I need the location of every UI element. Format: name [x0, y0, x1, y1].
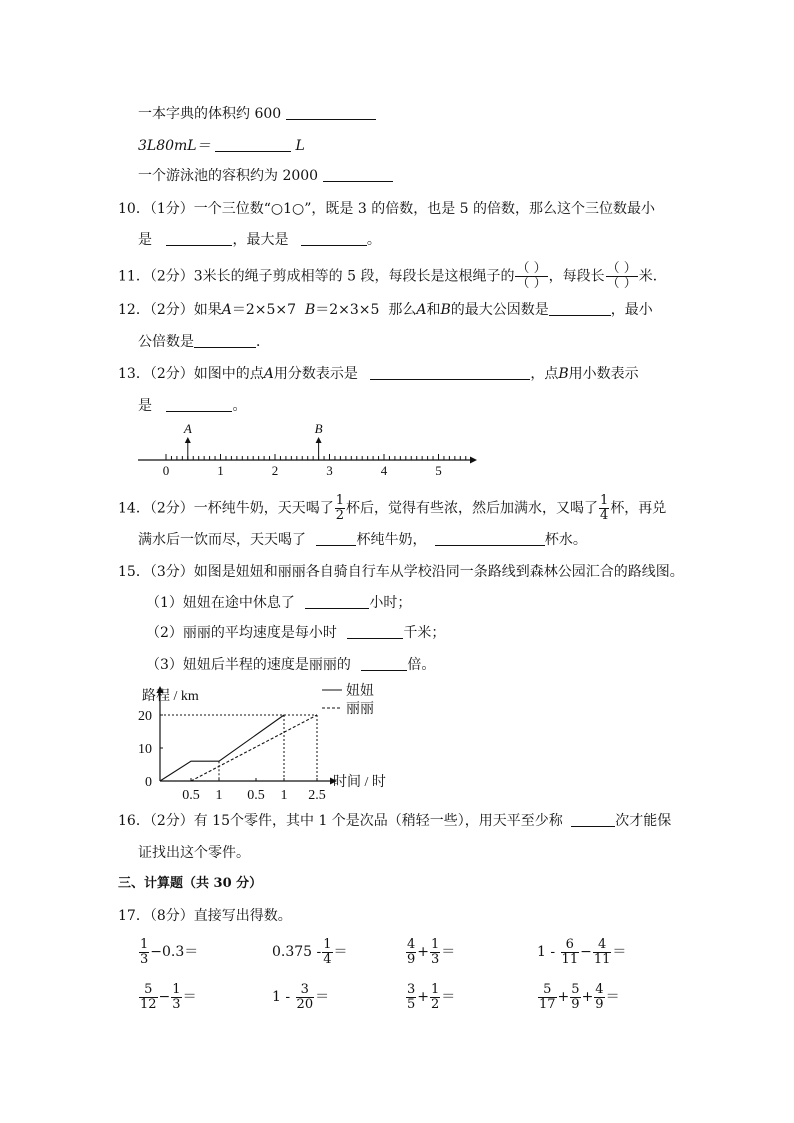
- q10-line1: [118, 199, 655, 219]
- fraction-denominator: 2: [431, 996, 440, 1012]
- y-tick-label: 20: [138, 709, 152, 724]
- calc-op: −: [580, 944, 592, 960]
- q14-line1: [118, 494, 666, 523]
- q10-text: （1分）一个三位数“○1○”，既是 3 的倍数，也是 5 的倍数，那么这个三位数最小: [149, 201, 656, 217]
- number-line: [130, 418, 490, 478]
- q17-text: （8分）直接写出得数。: [149, 908, 292, 924]
- q15-number: 15．: [118, 564, 150, 580]
- answer-blank[interactable]: [215, 137, 291, 152]
- number-line-tick-label: 4: [380, 463, 388, 478]
- q15-sub-text: 千米；: [403, 625, 446, 641]
- fraction-numerator: 1: [431, 981, 440, 997]
- fraction-denominator: 11: [593, 951, 611, 967]
- q13-text: 用小数表示: [568, 366, 639, 382]
- dictionary-volume-line: [138, 104, 376, 124]
- dictionary-volume-text: 一本字典的体积约 600: [138, 106, 282, 122]
- q17-line: [118, 906, 292, 926]
- q11-number: 11．: [118, 268, 150, 285]
- calc-rest: ＝: [612, 944, 627, 960]
- q12-text: ，最小: [610, 302, 653, 318]
- q13-line2: [138, 396, 246, 416]
- route-chart: [130, 680, 410, 805]
- q13-number: 13．: [118, 366, 150, 382]
- fraction-numerator: 4: [597, 936, 607, 952]
- section-title: [118, 874, 262, 894]
- calc-op: +: [557, 989, 570, 1005]
- legend-label: 丽丽: [346, 702, 374, 717]
- q16-line1: [118, 811, 671, 831]
- fraction-numerator: 5: [571, 981, 580, 997]
- calc-op: −: [158, 989, 171, 1005]
- calc-r1c1: [138, 935, 198, 969]
- fraction-denominator: 5: [407, 996, 416, 1012]
- fraction-denominator: 17: [539, 996, 556, 1012]
- q15-text: （3分）如图是妞妞和丽丽各自骑自行车从学校沿同一条路线到森林公园汇合的路线图。: [149, 564, 684, 580]
- var-b: B: [304, 302, 316, 318]
- arrow-icon: [470, 457, 477, 464]
- var-a: A: [263, 366, 274, 382]
- fraction-numerator: 1: [600, 493, 609, 508]
- pool-volume-text: 一个游泳池的容积约为 2000: [138, 168, 319, 184]
- answer-blank[interactable]: [323, 167, 393, 182]
- q17-number: 17．: [118, 908, 150, 924]
- answer-blank[interactable]: [166, 231, 232, 246]
- q11-text: ，每段长: [548, 268, 605, 285]
- q14-number: 14．: [118, 500, 150, 517]
- calc-rest: ＝: [315, 989, 330, 1005]
- fraction-numerator: 1: [323, 936, 332, 952]
- calc-r2c4: [537, 980, 620, 1014]
- calc-rest: ＝: [441, 989, 456, 1005]
- fraction-numerator: 4: [595, 981, 604, 997]
- fraction-numerator: （ ）: [606, 261, 637, 276]
- fraction-numerator: 1: [335, 493, 345, 508]
- series-line: [191, 715, 317, 781]
- number-line-tick-label: 5: [435, 463, 442, 478]
- answer-blank[interactable]: [305, 594, 369, 609]
- calc-rest: ＝: [605, 989, 620, 1005]
- answer-blank[interactable]: [301, 231, 367, 246]
- calc-r2c1: [138, 980, 197, 1014]
- y-tick-label: 10: [138, 742, 152, 757]
- x-axis-label: 时间 / 时: [333, 775, 386, 790]
- calc-op: +: [417, 944, 430, 960]
- fraction-numerator: （ ）: [516, 261, 547, 276]
- q11-text: （2分）3米长的绳子剪成相等的 5 段，每段长是这根绳子的: [149, 268, 515, 285]
- q13-text: 。: [232, 398, 247, 414]
- calc-r1c2: [272, 935, 348, 969]
- var-a: A: [221, 302, 232, 318]
- answer-blank[interactable]: [571, 812, 615, 827]
- fraction-numerator: 4: [407, 936, 416, 952]
- calc-op: +: [581, 989, 594, 1005]
- x-tick-label: 1: [280, 788, 288, 803]
- q12-text: （2分）如果: [149, 302, 222, 318]
- fraction-denominator: 9: [571, 996, 580, 1012]
- fraction-denominator: 20: [296, 996, 314, 1012]
- y-tick-label: 0: [145, 775, 152, 790]
- liters-unit: L: [295, 138, 305, 154]
- fraction-denominator: （ ）: [516, 276, 547, 291]
- fraction-numerator: 3: [407, 981, 416, 997]
- q15-sub1: [146, 593, 411, 613]
- fraction-denominator: 9: [407, 951, 416, 967]
- fraction-numerator: 1: [431, 936, 440, 952]
- point-label: B: [314, 421, 323, 436]
- calc-pre: 1 -: [272, 989, 291, 1005]
- y-axis-label: 路程 / km: [142, 689, 199, 704]
- answer-blank[interactable]: [286, 105, 376, 120]
- q12-line2: [138, 332, 270, 352]
- q14-text: 杯后，觉得有些浓，然后加满水，又喝了: [346, 500, 599, 517]
- fraction-blank[interactable]: [515, 262, 547, 291]
- answer-blank[interactable]: [347, 624, 403, 639]
- q14-text: （2分）一杯纯牛奶，天天喝了: [149, 500, 334, 517]
- pool-volume-line: [138, 166, 393, 186]
- q12-number: 12．: [118, 302, 150, 318]
- var-a: A: [416, 302, 427, 318]
- q12-text: 公倍数是: [138, 334, 194, 350]
- fraction-numerator: 6: [565, 936, 574, 952]
- liters-line: [138, 136, 305, 156]
- fraction-numerator: 5: [144, 981, 153, 997]
- q12-expr: ＝2×5×7: [231, 302, 297, 318]
- q14-line2: [138, 530, 587, 550]
- q14-text: 满水后一饮而尽，天天喝了: [138, 532, 306, 548]
- x-tick-label: 0.5: [247, 788, 265, 803]
- series-line: [160, 715, 284, 781]
- q13-text: ，点: [530, 366, 559, 382]
- q12-line1: [118, 300, 653, 320]
- x-tick-label: 0.5: [182, 788, 200, 803]
- fraction-numerator: 5: [543, 981, 552, 997]
- section-title-text: 三、计算题（共 30 分）: [118, 876, 263, 891]
- point-label: A: [183, 421, 192, 436]
- q14-text: 杯，再兑: [610, 500, 667, 517]
- fraction-denominator: 3: [431, 951, 440, 967]
- q12-text: ．: [256, 334, 270, 350]
- fraction-numerator: 1: [172, 981, 181, 997]
- q16-number: 16．: [118, 813, 150, 829]
- answer-blank[interactable]: [361, 656, 407, 671]
- fraction-denominator: 9: [595, 996, 604, 1012]
- q15-sub-text: （1）妞妞在途中休息了: [146, 595, 295, 611]
- q13-text: 是: [138, 398, 152, 414]
- q15-sub-text: 小时；: [369, 595, 412, 611]
- q10-line2: [138, 230, 381, 250]
- answer-blank[interactable]: [166, 397, 232, 412]
- calc-r2c3: [405, 980, 455, 1014]
- liters-text: 3L80mL＝: [138, 138, 211, 154]
- q10-number: 10．: [118, 201, 150, 217]
- q13-text: （2分）如图中的点: [149, 366, 264, 382]
- q14-text: 杯水。: [544, 532, 587, 548]
- answer-blank[interactable]: [194, 333, 256, 348]
- q13-line1: [118, 364, 639, 384]
- answer-blank[interactable]: [549, 301, 611, 316]
- fraction-numerator: 1: [140, 936, 149, 952]
- number-line-tick-label: 2: [271, 463, 279, 478]
- number-line-tick-label: 0: [162, 463, 170, 478]
- q14-text: 杯纯牛奶，: [356, 532, 427, 548]
- number-line-tick-label: 3: [326, 463, 333, 478]
- q15-sub2: [146, 623, 445, 643]
- fraction-denominator: 12: [140, 996, 157, 1012]
- q12-expr: ＝2×3×5: [315, 302, 380, 318]
- calc-rest: ＝: [182, 989, 197, 1005]
- legend-label: 妞妞: [346, 684, 374, 699]
- q16-line2: [138, 843, 250, 863]
- number-line-tick-label: 1: [217, 463, 224, 478]
- q12-text: 的最大公因数是: [450, 302, 549, 318]
- q15-sub3: [146, 655, 435, 675]
- answer-blank[interactable]: [316, 531, 356, 546]
- q15-sub-text: （2）丽丽的平均速度是每小时: [146, 625, 337, 641]
- q15-sub-text: 倍。: [407, 657, 436, 673]
- x-tick-label: 2.5: [308, 788, 326, 803]
- calc-rest: ＝: [441, 944, 456, 960]
- var-b: B: [558, 366, 569, 382]
- fraction-blank[interactable]: [606, 262, 638, 291]
- fraction-numerator: 3: [300, 981, 309, 997]
- fraction-denominator: 3: [172, 996, 181, 1012]
- q11-text: 米．: [638, 268, 667, 285]
- fraction: [335, 494, 345, 523]
- fraction-denominator: 4: [600, 508, 609, 523]
- fraction-denominator: 2: [335, 508, 345, 523]
- q16-text: 证找出这个零件。: [138, 845, 250, 861]
- fraction: [599, 494, 609, 523]
- q10-text: ，最大是: [232, 232, 289, 248]
- calc-rest: ＝: [333, 944, 348, 960]
- q11-line: [118, 262, 667, 291]
- calc-r2c2: [272, 980, 329, 1014]
- fraction-denominator: 3: [140, 951, 149, 967]
- q12-text: 和: [426, 302, 441, 318]
- calc-r1c3: [405, 935, 455, 969]
- q15-sub-text: （3）妞妞后半程的速度是丽丽的: [146, 657, 351, 673]
- arrow-up-icon: [316, 437, 322, 443]
- x-tick-label: 1: [215, 788, 223, 803]
- q16-text: （2分）有 15个零件，其中 1 个是次品（稍轻一些），用天平至少称: [149, 813, 563, 829]
- q16-text: 次才能保: [615, 813, 672, 829]
- fraction-denominator: 4: [323, 951, 332, 967]
- calc-rest: −0.3＝: [150, 944, 199, 960]
- answer-blank[interactable]: [435, 531, 545, 546]
- calc-r1c4: [537, 935, 626, 969]
- arrow-up-icon: [185, 437, 191, 443]
- q12-text: 那么: [388, 302, 417, 318]
- fraction-denominator: （ ）: [606, 276, 637, 291]
- q13-text: 用分数表示是: [273, 366, 358, 382]
- calc-pre: 1 -: [537, 944, 556, 960]
- answer-blank[interactable]: [370, 365, 530, 380]
- q10-text: 。: [366, 232, 381, 248]
- q10-text: 是: [138, 232, 152, 248]
- calc-op: +: [417, 989, 430, 1005]
- var-b: B: [440, 302, 451, 318]
- calc-pre: 0.375 -: [272, 944, 322, 960]
- q15-line: [118, 562, 684, 582]
- fraction-denominator: 11: [561, 951, 579, 967]
